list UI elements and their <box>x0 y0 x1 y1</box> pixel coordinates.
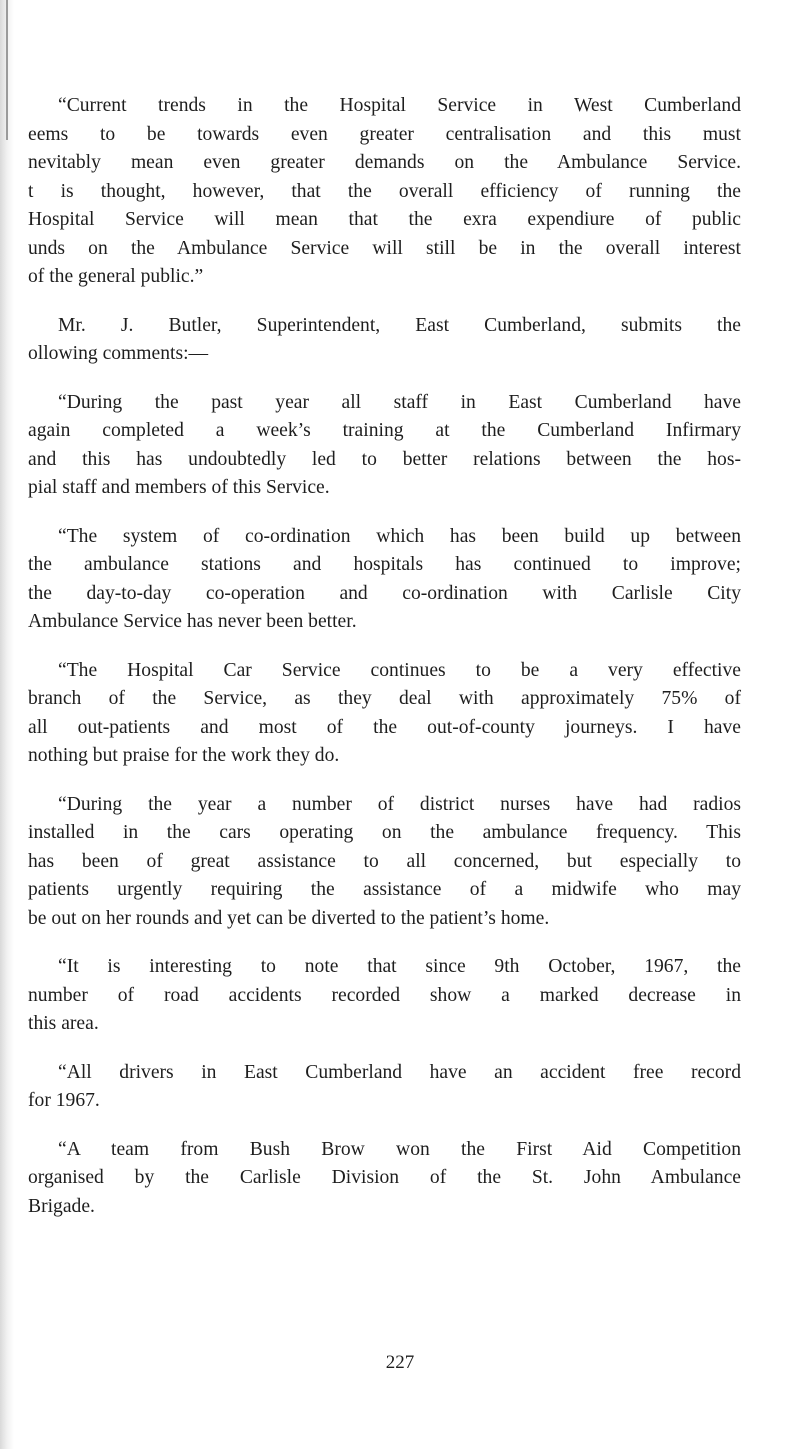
paragraph-staff-training <box>28 389 741 503</box>
text-line: “During the past year all staff in East Cumberland have <box>58 391 741 413</box>
text-line: and this has undoubtedly led to better relations between the hos- <box>28 448 741 470</box>
text-line: t is thought, however, that the overall efficiency of running the <box>28 180 741 202</box>
text-line: ollowing comments:— <box>28 343 209 364</box>
text-line: branch of the Service, as they deal with approximately 75% of <box>28 688 741 709</box>
text-line: this area. <box>28 1013 99 1034</box>
paragraph-district-nurses-radios <box>28 791 741 934</box>
text-line: Brigade. <box>28 1195 95 1217</box>
text-line: again completed a week’s training at the Cumberland Infirmary <box>28 420 741 441</box>
text-line: of the general public.” <box>28 266 204 287</box>
paragraph-accident-free-record <box>28 1059 741 1116</box>
page-number: 227 <box>385 1352 415 1373</box>
text-line: the day-to-day co-operation and co-ordination with Carlisle City <box>28 582 741 604</box>
body-text <box>28 92 741 1241</box>
paragraph-first-aid-competition <box>28 1136 741 1222</box>
text-line: all out-patients and most of the out-of-county journeys. I have <box>28 716 741 738</box>
scan-gutter-shadow <box>0 0 14 1449</box>
text-line: “All drivers in East Cumberland have an accident free record <box>58 1061 741 1083</box>
text-line: be out on her rounds and yet can be diverted to the patient’s home. <box>28 907 550 929</box>
text-line: “It is interesting to note that since 9th October, 1967, the <box>58 956 741 977</box>
text-line: number of road accidents recorded show a marked decrease in <box>28 984 741 1006</box>
text-line: “The system of co-ordination which has been build up between <box>58 525 741 547</box>
text-line: has been of great assistance to all concerned, but especially to <box>28 850 741 872</box>
paragraph-hospital-trends <box>28 92 741 292</box>
text-line: installed in the cars operating on the ambulance frequency. This <box>28 822 741 843</box>
text-line: “The Hospital Car Service continues to be a very effective <box>58 659 741 681</box>
text-line: “Current trends in the Hospital Service in West Cumberland <box>58 95 741 116</box>
scan-gutter-line <box>6 0 8 140</box>
paragraph-butler-intro <box>28 312 741 369</box>
text-line: nothing but praise for the work they do. <box>28 745 340 766</box>
text-line: nevitably mean even greater demands on the Ambulance Service. <box>28 152 741 173</box>
text-line: the ambulance stations and hospitals has continued to improve; <box>28 554 741 575</box>
text-line: Mr. J. Butler, Superintendent, East Cumberland, submits the <box>58 314 741 336</box>
paragraph-hospital-car-service <box>28 657 741 771</box>
text-line: patients urgently requiring the assistance of a midwife who may <box>28 879 741 900</box>
text-line: Ambulance Service has never been better. <box>28 611 357 632</box>
text-line: Hospital Service will mean that the exra expendiure of public <box>28 209 741 230</box>
text-line: unds on the Ambulance Service will still be in the overall interest <box>28 237 741 259</box>
paragraph-coordination <box>28 523 741 637</box>
text-line: pial staff and members of this Service. <box>28 477 330 498</box>
paragraph-road-accidents <box>28 953 741 1039</box>
text-line: eems to be towards even greater centralisation and this must <box>28 123 741 145</box>
text-line: for 1967. <box>28 1090 100 1111</box>
text-line: “During the year a number of district nurses have had radios <box>58 793 741 815</box>
text-line: “A team from Bush Brow won the First Aid Competition <box>58 1138 741 1160</box>
text-line: organised by the Carlisle Division of the St. John Ambulance <box>28 1167 741 1188</box>
